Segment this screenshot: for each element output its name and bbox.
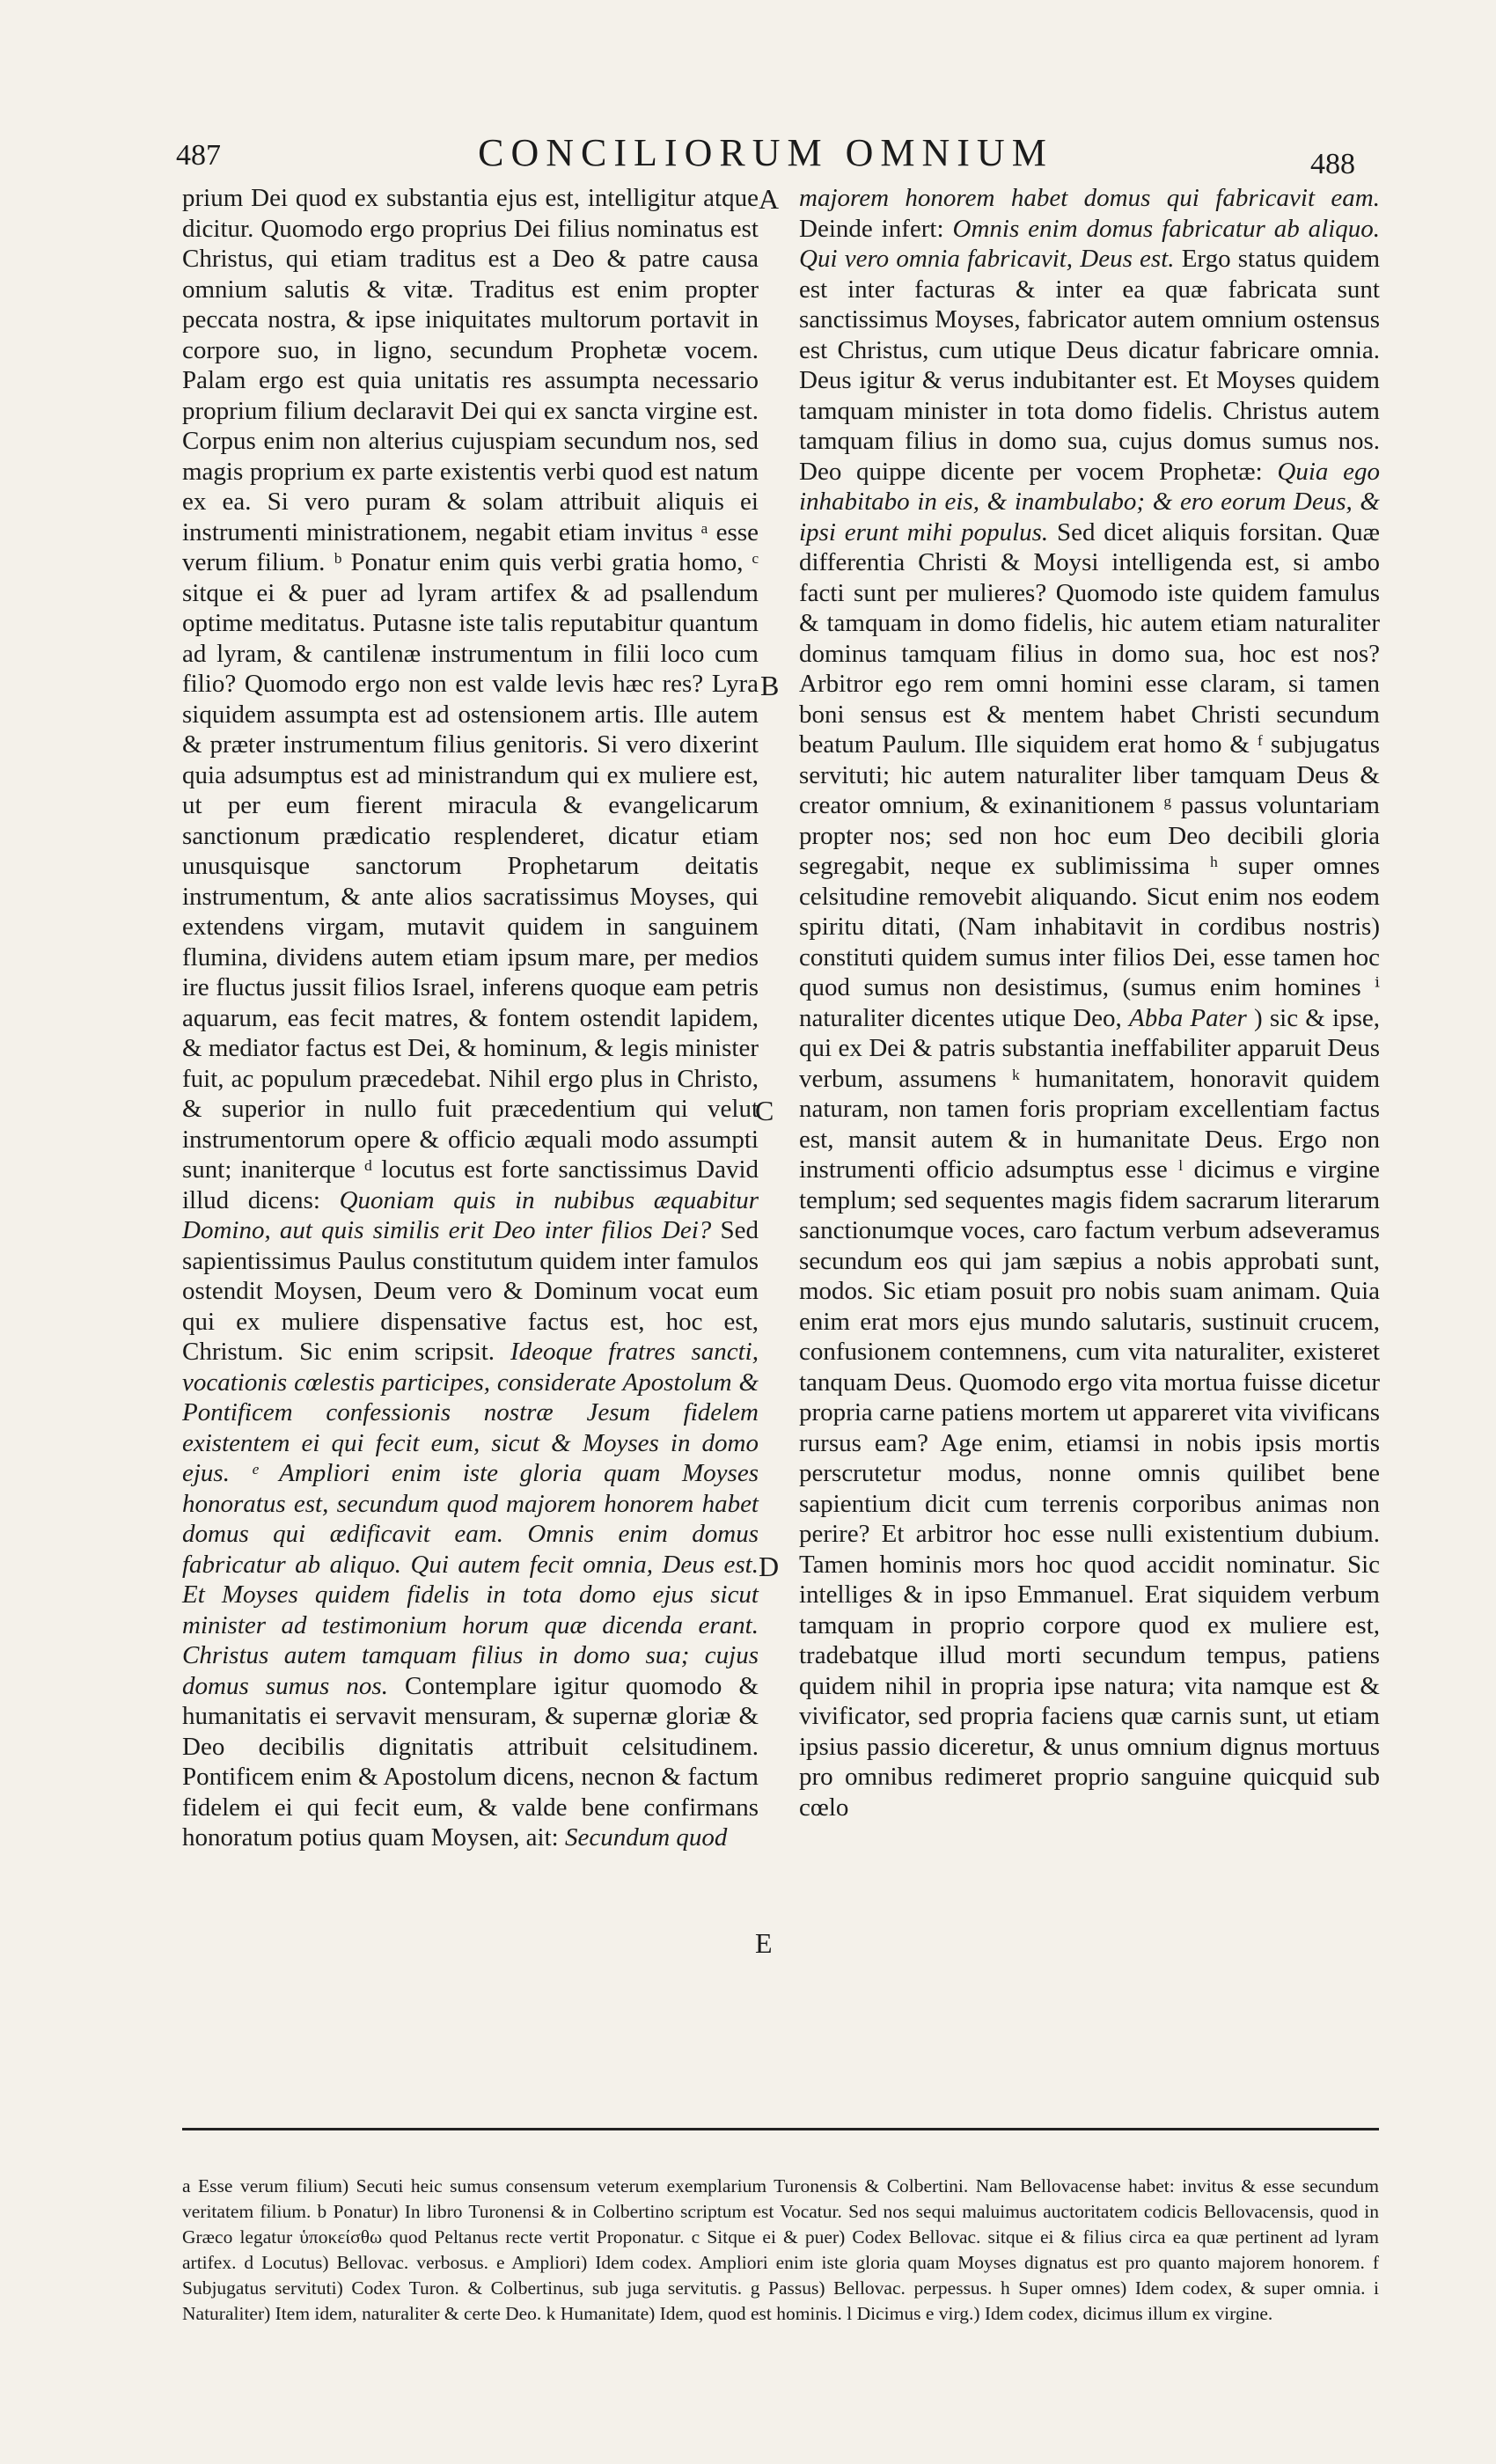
footnotes-text: a Esse verum filium) Secuti heic sumus consensum veterum exemplarium Turonensis & Colbertini. Nam Bellovacense habet: invitus & esse secundum veritatem filium. b Ponatur) In libro Turonensi & in Colbertino scriptum est Vocatur. Sed nos sequi maluimus auctoritatem codicis Bellovacensis, quod in Græco legatur ὑποκείσθω quod Peltanus recte vertit Proponatur. c Sitque ei & puer) Codex Bellovac. sitque ei & filius circa ea quæ pertinent ad lyram artifex. d Locutus) Bellovac. verbosus. e Ampliori) Idem codex. Ampliori enim iste gloria quam Moyses dignatus est pro quanto majorem honorem. f Subjugatus servituti) Codex Turon. & Colbertinus, sub juga servitutis. g Passus) Bellovac. perpessus. h Super omnes) Idem codex, & super omnia. i Naturaliter) Item idem, naturaliter & certe Deo. k Humanitate) Idem, quod est hominis. l Dicimus e virg.) Idem codex, dicimus illum ex virgine. bbox=[182, 2175, 1379, 2324]
margin-marker-a: A bbox=[759, 183, 780, 215]
page-number-right: 488 bbox=[1310, 148, 1355, 180]
page-number-left: 487 bbox=[176, 139, 221, 172]
left-column bbox=[182, 183, 759, 1853]
page-header bbox=[176, 130, 1355, 183]
left-quote-end: Secundum quod bbox=[564, 1823, 728, 1852]
right-column-text bbox=[799, 183, 1380, 1822]
margin-marker-d: D bbox=[759, 1551, 780, 1582]
margin-marker-e: E bbox=[755, 1927, 773, 1959]
right-quote-4: Abba Pater bbox=[1129, 1003, 1247, 1032]
left-quote-psalm: Quoniam quis in nubibus æquabitur Domino, aut quis similis erit Deo inter filios Dei? bbox=[182, 1185, 759, 1244]
right-quote-2: Omnis enim domus fabricatur ab aliquo. Qui vero omnia fabricavit, Deus est. bbox=[799, 214, 1381, 273]
left-column-text bbox=[182, 183, 759, 1853]
left-paragraph-1: prium Dei quod ex substantia ejus est, intelligitur atque dicitur. Quomodo ergo proprius Dei filius nominatus est Christus, qui etiam traditus est a Deo & patre causa omnium salutis & vitæ. Traditus est enim propter peccata nostra, & ipse iniquitates multorum portavit in corpore suo, in ligno, secundum Prophetæ vocem. Palam ergo est quia unitatis res assumpta necessario proprium filium declaravit Dei qui ex sancta virgine est. Corpus enim non alterius cujuspiam secundum nos, sed magis proprium ex parte existentis verbi quod est natum ex ea. Si vero puram & solam attribuit aliquis ei instrumenti ministrationem, negabit etiam invitus ᵃ esse verum filium. ᵇ Ponatur enim quis verbi gratia homo, ᶜ sitque ei & puer ad lyram artifex & ad psallendum optime meditatus. Putasne iste talis reputabitur quantum ad lyram, & cantilenæ instrumentum in filii loco cum filio? Quomodo ergo non est valde levis hæc res? Lyra siquidem assumpta est ad ostensionem artis. Ille autem & præter instrumentum filius genitoris. Si vero dixerint quia adsumptus est ad ministrandum qui ex muliere est, ut per eum fierent miracula & evangelicarum sanctionum prædicatio resplenderet, dicatur etiam unusquisque sanctorum Prophetarum deitatis instrumentum, & ante alios sacratissimus Moyses, qui extendens virgam, mutavit quidem in sanguinem flumina, dividens autem etiam ipsum mare, per medios ire fluctus jussit filios Israel, inferens quoque eam petris aquarum, eas fecit matres, & fontem ostendit lapidem, & mediator factus est Dei, & hominum, & legis minister fuit, ac populum præcedebat. Nihil ergo plus in Christo, & superior in nullo fuit præcedentium qui velut instrumentorum opere & officio æquali modo assumpti sunt; inaniterque ᵈ locutus est forte sanctissimus David illud dicens: bbox=[182, 184, 759, 1214]
running-title: CONCILIORUM OMNIUM bbox=[478, 131, 1053, 174]
right-paragraph-3: Sed dicet aliquis forsitan. Quæ differentia Christi & Moysi intelligenda est, si ambo facti sunt per mulieres? Quomodo iste quidem famulus & tamquam in domo fidelis, hic autem etiam naturaliter dominus tamquam filius in domo sua, hoc est nos? Arbitror ego rem omni homini esse claram, si tamen boni sensus est & mentem habet Christi secundum beatum Paulum. Ille siquidem erat homo & ᶠ subjugatus servituti; hic autem naturaliter liber tamquam Deus & creator omnium, & exinanitionem ᵍ passus voluntariam propter nos; sed non hoc eum Deo decibili gloria segregabit, neque ex sublimissima ʰ super omnes celsitudine removebit aliquando. Sicut enim nos eodem spiritu ditati, (Nam inhabitavit in cordibus nostris) constituti quidem sumus inter filios Dei, esse tamen hoc quod sumus non desistimus, (sumus enim homines ⁱ naturaliter dicentes utique Deo, bbox=[799, 517, 1381, 1032]
footnotes bbox=[182, 2174, 1379, 2327]
footnote-rule bbox=[182, 2128, 1379, 2130]
left-paragraph-2: Sed sapientissimus Paulus constitutum quidem inter famulos ostendit Moysen, Deum vero & Dominum vocat eum qui ex muliere dispensative factus est, hoc est, Christum. Sic enim scripsit. bbox=[182, 1216, 759, 1366]
margin-marker-c: C bbox=[755, 1095, 774, 1126]
margin-marker-b: B bbox=[760, 670, 780, 701]
left-paragraph-3: Contemplare igitur quomodo & humanitatis ei servavit mensuram, & supernæ gloriæ & Deo decibilis dignitatis attribuit celsitudinem. Pontificem enim & Apostolum dicens, necnon & factum fidelem ei qui fecit eum, & valde bene confirmans honoratum potius quam Moysen, ait: bbox=[182, 1671, 759, 1852]
right-paragraph-4: ) sic & ipse, qui ex Dei & patris substantia ineffabiliter apparuit Deus verbum, assumens ᵏ humanitatem, honoravit quidem naturam, non tamen foris propriam excellentiam factus est, mansit autem & in humanitate Deus. Ergo non instrumenti officio adsumptus esse ˡ dicimus e virgine templum; sed sequentes magis fidem sacrarum literarum sanctionumque voces, caro factum verbum adseveramus secundum eos qui jam sæpius a nobis approbati sunt, modos. Sic etiam posuit pro nobis suam animam. Quia enim erat mors ejus mundo salutaris, sustinuit crucem, confusionem contemnens, cum vita naturaliter, existeret tanquam Deus. Quomodo ergo vita mortua fuisse dicetur propria carne patiens mortem ut appareret vita vivificans rursus eam? Age enim, etiamsi in nobis ipsis mortis perscrutetur modus, nonne omnis quilibet bene sapientium dicit cum terrenis corporibus animas non perire? Et arbitror hoc esse nulli existentium dubium. Tamen hominis mors hoc quod accidit nominatur. Sic intelliges & in ipso Emmanuel. Erat siquidem verbum tamquam in proprio corpore quod ex muliere est, tradebatque illud morti secundum tempus, patiens quidem nihil in propria ipse natura; vita namque est & vivificator, sed propria faciens quæ carnis sunt, ut etiam ipsius passio diceretur, & unus omnium dignus mortuus pro omnibus redimeret proprio sanguine quicquid sub cœlo bbox=[799, 1003, 1381, 1822]
right-paragraph-1: Deinde infert: bbox=[799, 214, 944, 243]
right-quote-3: Quia ego inhabitabo in eis, & inambulabo; & ero eorum Deus, & ipsi erunt mihi populus. bbox=[799, 457, 1381, 546]
right-column bbox=[799, 183, 1380, 1822]
left-quote-hebrews: Ideoque fratres sancti, vocationis cœlestis participes, considerate Apostolum & Pontificem confessionis nostræ Jesum fidelem existentem ei qui fecit eum, sicut & Moyses in domo ejus. ᵉ Ampliori enim iste gloria quam Moyses honoratus est, secundum quod majorem honorem habet domus qui ædificavit eam. Omnis enim domus fabricatur ab aliquo. Qui autem fecit omnia, Deus est. Et Moyses quidem fidelis in tota domo ejus sicut minister ad testimonium horum quæ dicenda erant. Christus autem tamquam filius in domo sua; cujus domus sumus nos. bbox=[182, 1338, 759, 1700]
right-quote-1: majorem honorem habet domus qui fabricavit eam. bbox=[799, 184, 1380, 212]
right-paragraph-2: Ergo status quidem est inter facturas & inter ea quæ fabricata sunt sanctissimus Moyses, fabricator autem omnium ostensus est Christus, cum utique Deus dicatur fabricare omnia. Deus igitur & verus indubitanter est. Et Moyses quidem tamquam minister in tota domo fidelis. Christus autem tamquam filius in domo sua, cujus domus sumus nos. Deo quippe dicente per vocem Prophetæ: bbox=[799, 245, 1381, 486]
